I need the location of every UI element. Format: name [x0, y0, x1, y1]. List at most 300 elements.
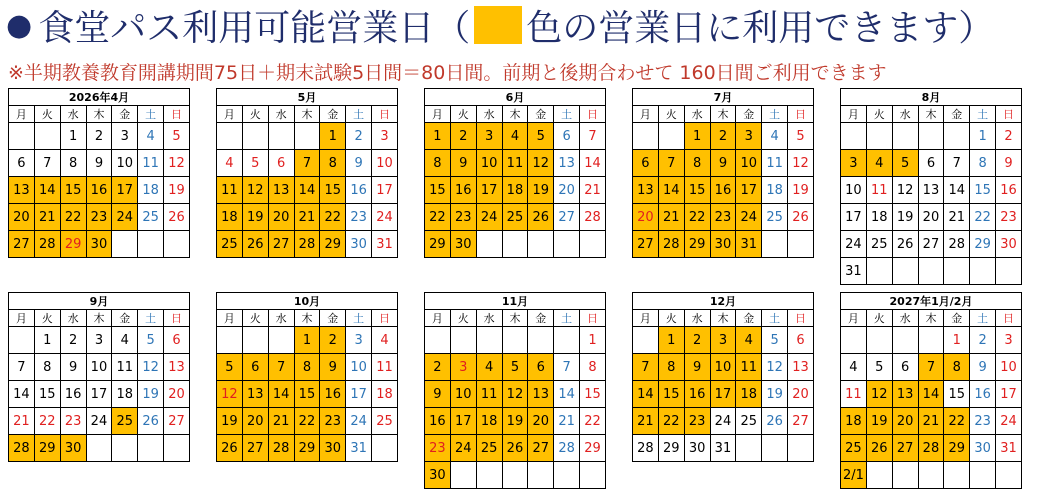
day-cell: 6	[9, 150, 35, 177]
day-cell: 22	[294, 408, 320, 435]
day-cell: 25	[476, 435, 502, 462]
weekday-header: 水	[268, 106, 294, 123]
day-cell: 3	[736, 123, 762, 150]
empty-cell	[944, 258, 970, 285]
subtitle-note: ※半期教養教育開講期間75日＋期末試験5日間＝80日間。前期と後期合わせて 160日間ご利用できます	[8, 62, 887, 84]
empty-cell	[476, 462, 502, 489]
day-cell: 17	[476, 177, 502, 204]
day-cell: 31	[372, 231, 398, 258]
weekday-header: 木	[86, 106, 112, 123]
empty-cell	[892, 258, 918, 285]
day-cell: 2	[684, 327, 710, 354]
day-cell: 23	[970, 408, 996, 435]
weekday-header: 木	[918, 106, 944, 123]
day-cell: 15	[294, 381, 320, 408]
weekday-header: 土	[138, 106, 164, 123]
day-cell: 27	[164, 408, 190, 435]
day-cell: 1	[320, 123, 346, 150]
empty-cell	[633, 327, 659, 354]
week-row	[9, 435, 190, 462]
day-cell: 17	[736, 177, 762, 204]
day-cell: 23	[450, 204, 476, 231]
day-cell: 23	[710, 204, 736, 231]
day-cell: 20	[9, 204, 35, 231]
weekday-header: 火	[658, 310, 684, 327]
weekday-header: 水	[60, 310, 86, 327]
week-row	[425, 204, 606, 231]
day-cell: 20	[164, 381, 190, 408]
day-cell: 9	[996, 150, 1022, 177]
day-cell: 7	[34, 150, 60, 177]
empty-cell	[944, 462, 970, 489]
day-cell: 4	[138, 123, 164, 150]
day-cell: 19	[866, 408, 892, 435]
day-cell: 2	[346, 123, 372, 150]
day-cell: 24	[86, 408, 112, 435]
day-cell: 29	[34, 435, 60, 462]
day-cell: 22	[34, 408, 60, 435]
weekday-header: 金	[112, 310, 138, 327]
weekday-header: 日	[164, 106, 190, 123]
day-cell: 3	[450, 354, 476, 381]
day-cell: 17	[86, 381, 112, 408]
weekday-header: 月	[633, 310, 659, 327]
day-cell: 28	[944, 231, 970, 258]
day-cell: 26	[242, 231, 268, 258]
weekday-header: 月	[217, 106, 243, 123]
week-row	[633, 231, 814, 258]
empty-cell	[528, 231, 554, 258]
day-cell: 24	[710, 408, 736, 435]
day-cell: 14	[580, 150, 606, 177]
day-cell: 31	[996, 435, 1022, 462]
day-cell: 8	[34, 354, 60, 381]
day-cell: 29	[944, 435, 970, 462]
day-cell: 16	[450, 177, 476, 204]
day-cell: 27	[554, 204, 580, 231]
day-cell: 12	[528, 150, 554, 177]
day-cell: 1	[60, 123, 86, 150]
day-cell: 24	[346, 408, 372, 435]
day-cell: 10	[346, 354, 372, 381]
day-cell: 17	[372, 177, 398, 204]
day-cell: 31	[710, 435, 736, 462]
day-cell: 7	[918, 354, 944, 381]
day-cell: 25	[138, 204, 164, 231]
week-row	[217, 435, 398, 462]
day-cell: 29	[320, 231, 346, 258]
day-cell: 9	[710, 150, 736, 177]
month-calendar	[840, 88, 1022, 285]
day-cell: 28	[294, 231, 320, 258]
week-row	[9, 408, 190, 435]
day-cell: 22	[684, 204, 710, 231]
day-cell: 19	[502, 408, 528, 435]
day-cell: 20	[918, 204, 944, 231]
day-cell: 10	[372, 150, 398, 177]
day-cell: 6	[164, 327, 190, 354]
week-row	[217, 327, 398, 354]
title-suffix: 色の営業日に利用できます）	[526, 7, 995, 49]
day-cell: 13	[918, 177, 944, 204]
week-row	[633, 150, 814, 177]
day-cell: 16	[86, 177, 112, 204]
day-cell: 3	[112, 123, 138, 150]
empty-cell	[918, 123, 944, 150]
day-cell: 19	[892, 204, 918, 231]
weekday-header: 木	[918, 310, 944, 327]
day-cell: 25	[112, 408, 138, 435]
day-cell: 6	[892, 354, 918, 381]
week-row	[9, 123, 190, 150]
week-row	[841, 435, 1022, 462]
day-cell: 12	[164, 150, 190, 177]
day-cell: 14	[658, 177, 684, 204]
weekday-header: 木	[294, 310, 320, 327]
empty-cell	[242, 123, 268, 150]
day-cell: 15	[60, 177, 86, 204]
day-cell: 25	[502, 204, 528, 231]
day-cell: 19	[242, 204, 268, 231]
page-title	[6, 2, 994, 48]
day-cell: 4	[112, 327, 138, 354]
day-cell: 29	[970, 231, 996, 258]
day-cell: 9	[970, 354, 996, 381]
day-cell: 2	[996, 123, 1022, 150]
weekday-header: 土	[762, 310, 788, 327]
week-row	[633, 354, 814, 381]
day-cell: 4	[762, 123, 788, 150]
day-cell: 10	[476, 150, 502, 177]
day-cell: 30	[684, 435, 710, 462]
day-cell: 6	[268, 150, 294, 177]
weekday-header: 月	[841, 310, 867, 327]
day-cell: 15	[320, 177, 346, 204]
day-cell: 11	[217, 177, 243, 204]
day-cell: 24	[450, 435, 476, 462]
day-cell: 12	[502, 381, 528, 408]
day-cell: 14	[294, 177, 320, 204]
day-cell: 18	[866, 204, 892, 231]
week-row	[633, 435, 814, 462]
week-row	[9, 177, 190, 204]
day-cell: 6	[788, 327, 814, 354]
day-cell: 8	[944, 354, 970, 381]
weekday-header: 土	[346, 106, 372, 123]
day-cell: 20	[788, 381, 814, 408]
day-cell: 15	[970, 177, 996, 204]
day-cell: 21	[918, 408, 944, 435]
day-cell: 8	[684, 150, 710, 177]
day-cell: 21	[554, 408, 580, 435]
week-row	[841, 408, 1022, 435]
day-cell: 3	[476, 123, 502, 150]
empty-cell	[425, 327, 451, 354]
weekday-header: 日	[788, 106, 814, 123]
empty-cell	[866, 462, 892, 489]
day-cell: 3	[710, 327, 736, 354]
empty-cell	[164, 435, 190, 462]
weekday-header: 土	[970, 310, 996, 327]
week-row	[841, 327, 1022, 354]
weekday-header: 木	[710, 310, 736, 327]
day-cell: 14	[9, 381, 35, 408]
day-cell: 15	[684, 177, 710, 204]
empty-cell	[502, 462, 528, 489]
day-cell: 10	[710, 354, 736, 381]
day-cell: 26	[217, 435, 243, 462]
empty-cell	[918, 258, 944, 285]
day-cell: 13	[554, 150, 580, 177]
weekday-header: 月	[9, 310, 35, 327]
weekday-header: 火	[242, 106, 268, 123]
weekday-header: 土	[762, 106, 788, 123]
day-cell: 22	[320, 204, 346, 231]
month-label: 9月	[9, 293, 190, 310]
day-cell: 18	[112, 381, 138, 408]
day-cell: 9	[320, 354, 346, 381]
day-cell: 27	[633, 231, 659, 258]
month-label: 2027年1月/2月	[841, 293, 1022, 310]
day-cell: 12	[217, 381, 243, 408]
day-cell: 26	[866, 435, 892, 462]
day-cell: 2	[450, 123, 476, 150]
day-cell: 10	[736, 150, 762, 177]
empty-cell	[528, 462, 554, 489]
week-row	[9, 381, 190, 408]
day-cell: 11	[138, 150, 164, 177]
day-cell: 21	[633, 408, 659, 435]
empty-cell	[762, 231, 788, 258]
empty-cell	[996, 258, 1022, 285]
weekday-header: 木	[710, 106, 736, 123]
day-cell: 12	[788, 150, 814, 177]
day-cell: 11	[502, 150, 528, 177]
day-cell: 8	[580, 354, 606, 381]
day-cell: 29	[60, 231, 86, 258]
weekday-header: 金	[944, 106, 970, 123]
week-row	[841, 381, 1022, 408]
day-cell: 12	[762, 354, 788, 381]
day-cell: 19	[217, 408, 243, 435]
day-cell: 3	[86, 327, 112, 354]
week-row	[841, 204, 1022, 231]
day-cell: 5	[242, 150, 268, 177]
day-cell: 12	[892, 177, 918, 204]
week-row	[425, 231, 606, 258]
day-cell: 31	[736, 231, 762, 258]
weekday-header: 日	[164, 310, 190, 327]
empty-cell	[476, 327, 502, 354]
day-cell: 19	[138, 381, 164, 408]
empty-cell	[217, 123, 243, 150]
weekday-header: 月	[841, 106, 867, 123]
empty-cell	[944, 123, 970, 150]
day-cell: 12	[866, 381, 892, 408]
week-row	[633, 123, 814, 150]
weekday-header: 水	[476, 106, 502, 123]
day-cell: 27	[788, 408, 814, 435]
empty-cell	[736, 435, 762, 462]
day-cell: 17	[841, 204, 867, 231]
highlight-color-swatch	[474, 6, 522, 44]
weekday-header: 木	[294, 106, 320, 123]
day-cell: 27	[918, 231, 944, 258]
week-row	[9, 354, 190, 381]
day-cell: 23	[996, 204, 1022, 231]
day-cell: 21	[658, 204, 684, 231]
day-cell: 28	[580, 204, 606, 231]
day-cell: 7	[580, 123, 606, 150]
day-cell: 8	[294, 354, 320, 381]
empty-cell	[658, 123, 684, 150]
day-cell: 1	[944, 327, 970, 354]
day-cell: 30	[346, 231, 372, 258]
day-cell: 30	[60, 435, 86, 462]
day-cell: 13	[9, 177, 35, 204]
day-cell: 24	[841, 231, 867, 258]
weekday-header: 日	[372, 310, 398, 327]
empty-cell	[294, 123, 320, 150]
day-cell: 30	[450, 231, 476, 258]
day-cell: 30	[970, 435, 996, 462]
day-cell: 11	[736, 354, 762, 381]
week-row	[841, 462, 1022, 489]
weekday-header: 水	[892, 106, 918, 123]
day-cell: 5	[762, 327, 788, 354]
empty-cell	[866, 123, 892, 150]
month-label: 10月	[217, 293, 398, 310]
day-cell: 14	[944, 177, 970, 204]
day-cell: 29	[294, 435, 320, 462]
weekday-header: 月	[217, 310, 243, 327]
day-cell: 22	[580, 408, 606, 435]
week-row	[217, 150, 398, 177]
week-row	[425, 435, 606, 462]
day-cell: 13	[788, 354, 814, 381]
month-label: 8月	[841, 89, 1022, 106]
day-cell: 30	[710, 231, 736, 258]
day-cell: 2/1	[841, 462, 867, 489]
month-calendar	[840, 292, 1022, 489]
day-cell: 25	[866, 231, 892, 258]
week-row	[841, 123, 1022, 150]
empty-cell	[112, 435, 138, 462]
day-cell: 11	[841, 381, 867, 408]
weekday-header: 水	[476, 310, 502, 327]
empty-cell	[502, 231, 528, 258]
day-cell: 19	[528, 177, 554, 204]
weekday-header: 月	[633, 106, 659, 123]
weekday-header: 月	[425, 106, 451, 123]
weekday-header: 水	[60, 106, 86, 123]
day-cell: 28	[918, 435, 944, 462]
weekday-header: 日	[580, 310, 606, 327]
empty-cell	[841, 327, 867, 354]
empty-cell	[112, 231, 138, 258]
week-row	[841, 354, 1022, 381]
day-cell: 7	[554, 354, 580, 381]
day-cell: 21	[580, 177, 606, 204]
day-cell: 20	[268, 204, 294, 231]
day-cell: 26	[164, 204, 190, 231]
day-cell: 4	[217, 150, 243, 177]
day-cell: 24	[112, 204, 138, 231]
day-cell: 16	[346, 177, 372, 204]
day-cell: 29	[580, 435, 606, 462]
week-row	[425, 408, 606, 435]
empty-cell	[138, 231, 164, 258]
day-cell: 14	[918, 381, 944, 408]
empty-cell	[762, 435, 788, 462]
week-row	[841, 231, 1022, 258]
day-cell: 6	[528, 354, 554, 381]
day-cell: 2	[970, 327, 996, 354]
empty-cell	[788, 231, 814, 258]
day-cell: 7	[658, 150, 684, 177]
week-row	[217, 204, 398, 231]
weekday-header: 日	[788, 310, 814, 327]
month-calendar	[216, 88, 398, 258]
empty-cell	[892, 327, 918, 354]
day-cell: 5	[217, 354, 243, 381]
weekday-header: 火	[242, 310, 268, 327]
weekday-header: 水	[892, 310, 918, 327]
day-cell: 20	[892, 408, 918, 435]
day-cell: 20	[528, 408, 554, 435]
weekday-header: 月	[425, 310, 451, 327]
weekday-header: 土	[138, 310, 164, 327]
month-calendar	[632, 292, 814, 462]
day-cell: 28	[34, 231, 60, 258]
month-calendar	[424, 88, 606, 258]
day-cell: 10	[86, 354, 112, 381]
day-cell: 5	[138, 327, 164, 354]
day-cell: 5	[892, 150, 918, 177]
day-cell: 18	[138, 177, 164, 204]
day-cell: 18	[841, 408, 867, 435]
weekday-header: 火	[866, 106, 892, 123]
day-cell: 17	[450, 408, 476, 435]
day-cell: 13	[242, 381, 268, 408]
day-cell: 16	[60, 381, 86, 408]
day-cell: 11	[866, 177, 892, 204]
day-cell: 3	[346, 327, 372, 354]
week-row	[425, 381, 606, 408]
day-cell: 26	[762, 408, 788, 435]
month-calendar	[8, 292, 190, 462]
weekday-header: 土	[970, 106, 996, 123]
weekday-header: 水	[684, 310, 710, 327]
weekday-header: 火	[450, 106, 476, 123]
day-cell: 10	[450, 381, 476, 408]
day-cell: 16	[320, 381, 346, 408]
week-row	[841, 150, 1022, 177]
day-cell: 8	[658, 354, 684, 381]
day-cell: 21	[944, 204, 970, 231]
day-cell: 16	[684, 381, 710, 408]
month-label: 6月	[425, 89, 606, 106]
week-row	[217, 354, 398, 381]
day-cell: 4	[736, 327, 762, 354]
weekday-header: 水	[268, 310, 294, 327]
day-cell: 24	[736, 204, 762, 231]
week-row	[217, 408, 398, 435]
day-cell: 18	[217, 204, 243, 231]
week-row	[841, 177, 1022, 204]
week-row	[9, 231, 190, 258]
month-calendar	[8, 88, 190, 258]
